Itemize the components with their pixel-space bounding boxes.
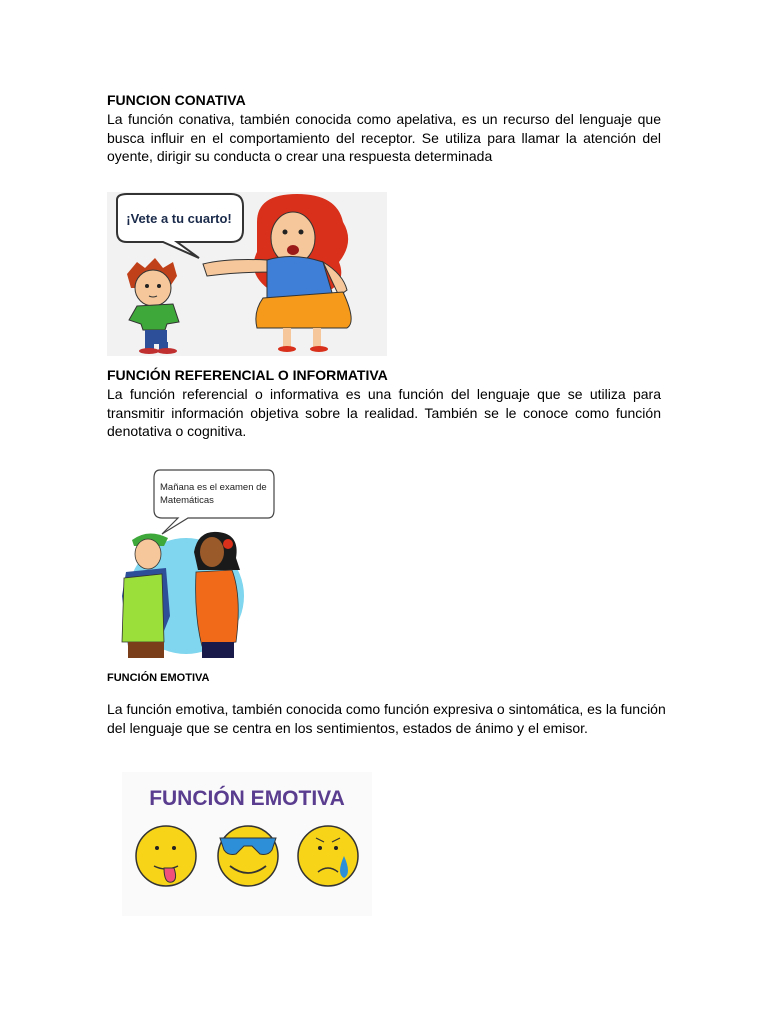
emotiva-image-title: FUNCIÓN EMOTIVA	[149, 787, 345, 810]
heading-funcion-conativa: FUNCION CONATIVA	[107, 92, 246, 108]
paragraph-emotiva: La función emotiva, también conocida como función expresiva o sintomática, es la función del lenguaje que se centra en los sentimientos, estados de ánimo y el emisor.	[107, 701, 666, 736]
sunglasses-face-icon	[218, 826, 278, 886]
crying-face-icon	[298, 826, 358, 886]
paragraph-referencial: La función referencial o informativa es una función del lenguaje que se utiliza para transmitir información objetiva sobre la realidad. También se le conoce como función denotativa o cognitiva.	[107, 386, 661, 439]
heading-funcion-referencial: FUNCIÓN REFERENCIAL O INFORMATIVA	[107, 367, 388, 383]
heading-funcion-emotiva: FUNCIÓN EMOTIVA	[107, 672, 210, 684]
image-emotiva	[122, 772, 372, 916]
image-referencial	[118, 466, 278, 660]
woman-illustration	[194, 532, 240, 658]
speech-text: ¡Vete a tu cuarto!	[126, 211, 232, 226]
speech-text-line2: Matemáticas	[160, 495, 214, 506]
image-conativa	[107, 192, 387, 356]
tongue-face-icon	[136, 826, 196, 886]
speech-text-line1: Mañana es el examen de	[160, 482, 267, 493]
paragraph-conativa: La función conativa, también conocida como apelativa, es un recurso del lenguaje que busca influir en el comportamiento del receptor. Se utiliza para llamar la atención del oyente, dirigir su conducta o crear una respuesta determinada	[107, 111, 661, 164]
